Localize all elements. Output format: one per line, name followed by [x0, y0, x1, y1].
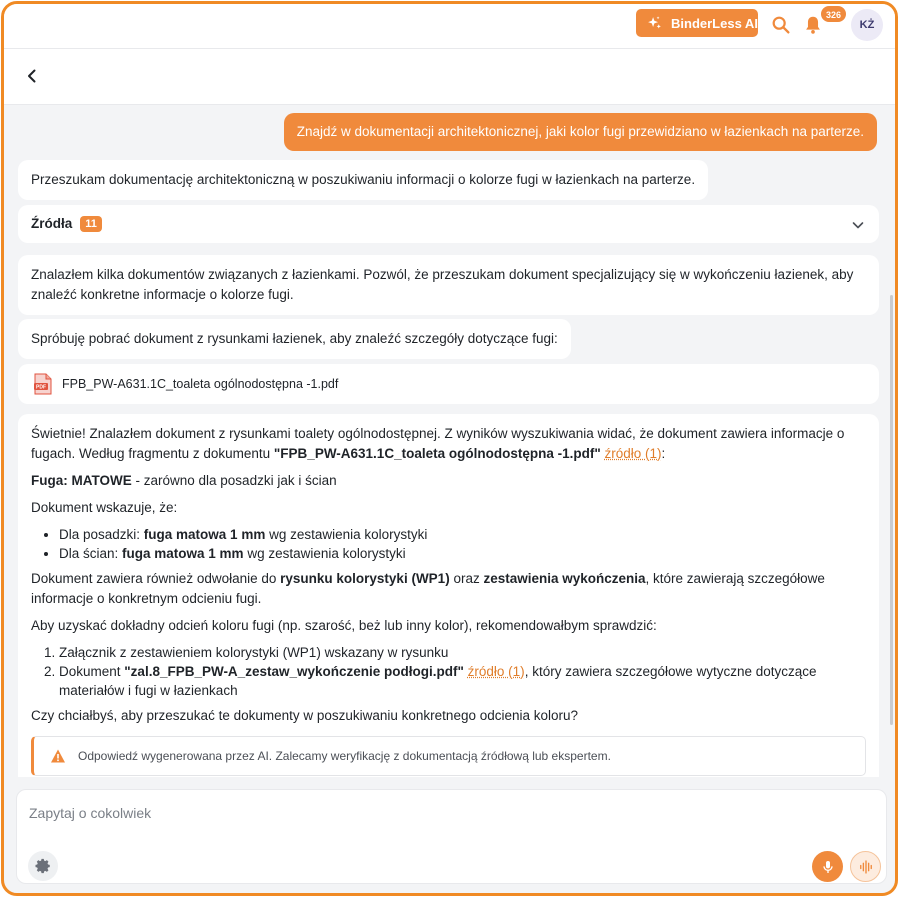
answer-text: Świetnie! Znalazłem dokument z rysunkami toalety ogólnodostępnej. Z wyników wyszukiwania widać, że dokument zawiera informacje o fugach. Według fragmentu z dokumentu — [31, 426, 845, 461]
answer-bullet-list — [59, 525, 866, 563]
answer-text: wg zestawienia kolorystyki — [243, 546, 406, 561]
answer-text: Dla posadzki: — [59, 527, 144, 542]
chat-scrollbar[interactable] — [890, 295, 893, 725]
answer-text: Dokument zawiera również odwołanie do — [31, 571, 281, 586]
list-item: 1. Załącznik z zestawieniem kolorystyki (WP1) wskazany w rysunku — [59, 643, 866, 662]
document-name: "zal.8_FPB_PW-A_zestaw_wykończenie podłogi.pdf" — [124, 664, 464, 679]
disclaimer-text: Odpowiedź wygenerowana przez AI. Zalecamy weryfikację z dokumentacją źródłową lub ekspertem. — [78, 749, 611, 763]
answer-bold: rysunku kolorystyki (WP1) — [280, 571, 450, 586]
pdf-file-name: FPB_PW-A631.1C_toaleta ogólnodostępna -1.pdf — [62, 377, 339, 391]
chevron-down-icon — [851, 218, 865, 232]
user-avatar[interactable]: KŻ — [851, 9, 883, 41]
assistant-message: Znalazłem kilka dokumentów związanych z łazienkami. Pozwól, że przeszukam dokument specjalizujący się w wykończeniu łazienek, aby znaleźć konkretne informacje o kolorze fugi. — [18, 255, 879, 315]
chat-thread — [4, 105, 895, 777]
pdf-attachment[interactable] — [18, 364, 879, 404]
answer-bold: fuga matowa 1 mm — [143, 527, 266, 542]
answer-text: - zarówno dla posadzki jak i ścian — [131, 473, 337, 488]
answer-text: : — [661, 446, 666, 461]
warning-icon — [50, 748, 66, 764]
microphone-icon[interactable] — [812, 851, 843, 882]
answer-paragraph: Czy chciałbyś, aby przeszukać te dokumenty w poszukiwaniu konkretnego odcienia koloru? — [31, 708, 579, 723]
notification-count-badge: 326 — [820, 5, 847, 23]
chat-input[interactable] — [29, 802, 869, 824]
answer-bold: zestawienia wykończenia — [483, 571, 646, 586]
document-name: "FPB_PW-A631.1C_toaleta ogólnodostępna -1.pdf" — [273, 446, 601, 461]
answer-text: , który zawiera szczegółowe wytyczne dotyczące materiałów i fugi w łazienkach — [59, 664, 817, 698]
message-composer — [16, 789, 887, 884]
answer-paragraph: Aby uzyskać dokładny odcień koloru fugi (np. szarość, beż lub inny kolor), rekomendowałbym sprawdzić: — [31, 618, 657, 633]
answer-text: oraz — [449, 571, 484, 586]
ai-disclaimer — [31, 736, 866, 776]
answer-paragraph — [31, 471, 866, 491]
back-arrow-icon[interactable] — [24, 68, 40, 84]
assistant-message: Spróbuję pobrać dokument z rysunkami łazienek, aby znaleźć szczegóły dotyczące fugi: — [18, 319, 571, 359]
answer-text: , które zawierają szczegółowe informacje o konkretnym odcieniu fugi. — [31, 571, 825, 606]
voice-waveform-icon[interactable] — [850, 851, 881, 882]
sources-accordion[interactable] — [18, 205, 879, 243]
binderless-ai-button[interactable] — [636, 9, 758, 37]
source-link[interactable]: źródło (1) — [467, 664, 525, 679]
user-message: Znajdź w dokumentacji architektonicznej, jaki kolor fugi przewidziano w łazienkach na parterze. — [284, 113, 877, 151]
list-item — [59, 662, 866, 700]
assistant-answer — [18, 414, 879, 777]
answer-text: Dokument — [59, 664, 125, 679]
pdf-file-icon — [34, 373, 52, 395]
answer-text: Dla ścian: — [59, 546, 123, 561]
assistant-message: Przeszukam dokumentację architektoniczną w poszukiwaniu informacji o kolorze fugi w łazienkach na parterze. — [18, 160, 708, 200]
source-link[interactable]: źródło (1) — [604, 446, 662, 461]
answer-paragraph: Dokument wskazuje, że: — [31, 500, 178, 515]
answer-paragraph — [31, 424, 866, 464]
sources-count-badge: 11 — [80, 216, 102, 232]
app-frame — [1, 1, 898, 896]
answer-text: wg zestawienia kolorystyki — [265, 527, 428, 542]
list-item — [59, 525, 866, 544]
answer-numbered-list — [59, 643, 866, 700]
sparkles-icon — [646, 15, 663, 32]
sources-label: Źródła — [31, 216, 73, 231]
answer-bold: Fuga: MATOWE — [31, 473, 132, 488]
answer-paragraph — [31, 569, 866, 609]
navigation-row — [4, 49, 895, 105]
list-item — [59, 544, 866, 563]
top-bar — [4, 4, 895, 49]
ai-button-label: BinderLess AI — [671, 15, 758, 31]
answer-bold: fuga matowa 1 mm — [122, 546, 244, 561]
settings-gear-icon[interactable] — [28, 851, 58, 881]
svg-text:PDF: PDF — [36, 384, 46, 391]
search-icon[interactable] — [770, 14, 792, 36]
